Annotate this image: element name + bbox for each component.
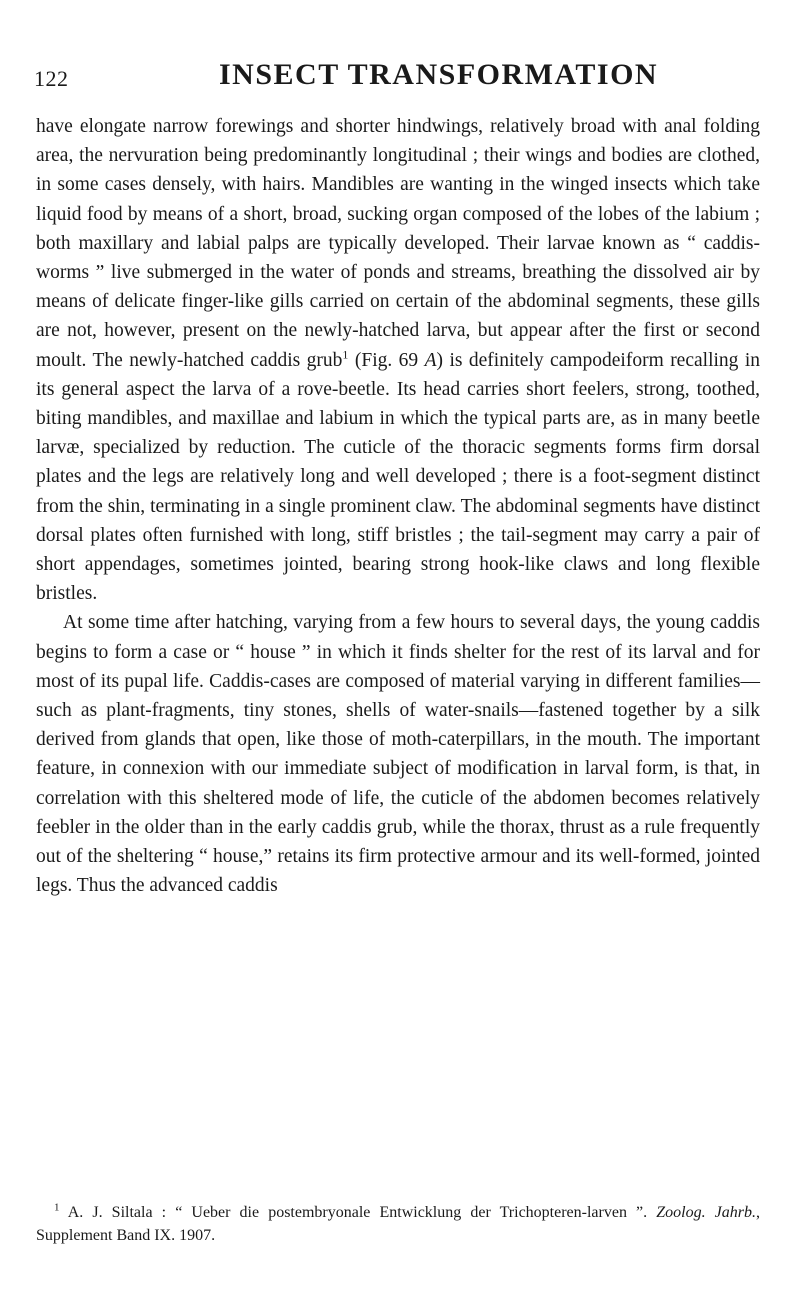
- footnote-journal: Zoolog. Jahrb.: [656, 1204, 757, 1221]
- page-header: [34, 58, 754, 98]
- figure-reference-open: (Fig. 69: [348, 349, 425, 371]
- body-text: [36, 112, 760, 900]
- footnote: [36, 1201, 760, 1247]
- page-number: 122: [34, 66, 69, 91]
- footnote-text-b: , Supplement Band IX. 1907.: [36, 1204, 761, 1244]
- footnote-number: 1: [54, 1201, 60, 1214]
- footnote-marker: 1: [342, 347, 349, 362]
- paragraph-1-text-b: ) is definitely campodeiform recalling in its general aspect the larva of a rove-beetle. Its head carries short feelers, strong, toothed, biting mandibles, and maxillae and labium in which the typical parts are, as in many beetle larvæ, specialized by reduction. The cuticle of the thoracic segments forms firm dorsal plates and the legs are relatively long and well developed ; there is a foot-segment distinct from the shin, terminating in a single prominent claw. The abdominal segments have distinct dorsal plates often furnished with long, stiff bristles ; the tail-segment may carry a pair of short appendages, sometimes jointed, bearing strong hook-like claws and long flexible bristles.: [36, 349, 761, 605]
- paragraph-1-text-a: have elongate narrow forewings and shorter hindwings, relatively broad with anal folding area, the nervuration being predominantly longitudinal ; their wings and bodies are clothed, in some cases densely, with hairs. Mandibles are wanting in the winged insects which take liquid food by means of a short, broad, sucking organ composed of the lobes of the labium ; both maxillary and labial palps are typically developed. Their larvae known as “ caddis-worms ” live submerged in the water of ponds and streams, breathing the dissolved air by means of delicate finger-like gills carried on certain of the abdominal segments, these gills are not, however, present on the newly-hatched larva, but appear after the first or second moult. The newly-hatched caddis grub: [36, 116, 760, 371]
- paragraph-1: [36, 112, 760, 608]
- footnote-text-a: A. J. Siltala : “ Ueber die postembryonale Entwicklung der Trichopteren-larven ”.: [59, 1204, 657, 1221]
- figure-reference-letter: A: [424, 349, 437, 371]
- running-title: INSECT TRANSFORMATION: [219, 58, 659, 91]
- paragraph-2: At some time after hatching, varying from a few hours to several days, the young caddis begins to form a case or “ house ” in which it finds shelter for the rest of its larval and for most of its pupal life. Caddis-cases are composed of material varying in different families—such as plant-fragments, tiny stones, shells of water-snails—fastened together by a silk derived from glands that open, like those of moth-caterpillars, in the mouth. The important feature, in connexion with our immediate subject of modification in larval form, is that, in correlation with this sheltered mode of life, the cuticle of the abdomen becomes relatively feebler in the older than in the early caddis grub, while the thorax, thrust as a rule frequently out of the sheltering “ house,” retains its firm protective armour and its well-formed, jointed legs. Thus the advanced caddis: [36, 612, 760, 897]
- figure-reference: [348, 350, 436, 371]
